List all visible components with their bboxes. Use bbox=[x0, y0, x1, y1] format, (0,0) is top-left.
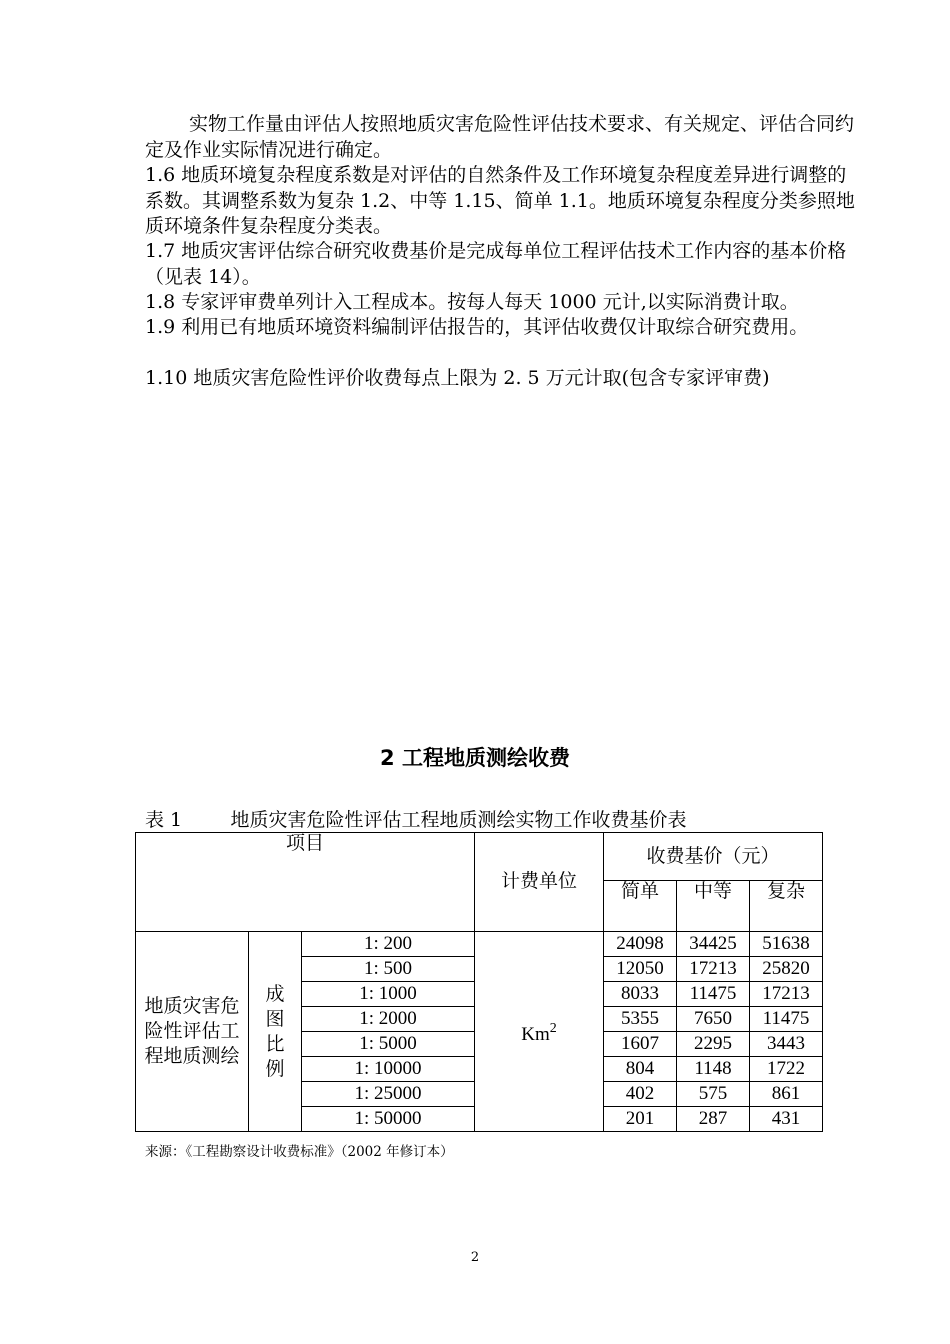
price-simple: 804 bbox=[604, 1057, 677, 1082]
unit-base: Km bbox=[521, 1023, 550, 1045]
scale-cell: 1: 50000 bbox=[302, 1107, 475, 1132]
subcategory-cell bbox=[249, 932, 302, 1132]
header-medium: 中等 bbox=[677, 881, 750, 932]
header-simple: 简单 bbox=[604, 881, 677, 932]
scale-cell: 1: 10000 bbox=[302, 1057, 475, 1082]
price-simple: 8033 bbox=[604, 982, 677, 1007]
paragraph-workload: 实物工作量由评估人按照地质灾害危险性评估技术要求、有关规定、评估合同约定及作业实际情况进行确定。 bbox=[145, 113, 855, 161]
price-medium: 287 bbox=[677, 1107, 750, 1132]
price-medium: 7650 bbox=[677, 1007, 750, 1032]
paragraph-1-7: 1.7 地质灾害评估综合研究收费基价是完成每单位工程评估技术工作内容的基本价格（见表 14）。 bbox=[145, 240, 847, 288]
price-simple: 5355 bbox=[604, 1007, 677, 1032]
category-label: 地质灾害危险性评估工程地质测绘 bbox=[144, 996, 240, 1067]
paragraph-1-9: 1.9 利用已有地质环境资料编制评估报告的，其评估收费仅计取综合研究费用。 bbox=[145, 316, 809, 338]
scale-cell: 1: 25000 bbox=[302, 1082, 475, 1107]
price-complex: 11475 bbox=[750, 1007, 823, 1032]
source-note: 来源：《工程勘察设计收费标准》（2002 年修订本） bbox=[145, 1144, 454, 1160]
section-heading: 2 工程地质测绘收费 bbox=[380, 746, 570, 770]
price-complex: 17213 bbox=[750, 982, 823, 1007]
table-caption: 表 1 地质灾害危险性评估工程地质测绘实物工作收费基价表 bbox=[145, 809, 687, 831]
paragraph-1-10: 1.10 地质灾害危险性评价收费每点上限为 2. 5 万元计取(包含专家评审费) bbox=[145, 367, 770, 389]
header-item: 项目 bbox=[136, 833, 475, 932]
price-complex: 3443 bbox=[750, 1032, 823, 1057]
price-complex: 25820 bbox=[750, 957, 823, 982]
page-number: 2 bbox=[470, 1250, 480, 1265]
price-complex: 51638 bbox=[750, 932, 823, 957]
scale-cell: 1: 5000 bbox=[302, 1032, 475, 1057]
price-simple: 1607 bbox=[604, 1032, 677, 1057]
subcategory-label: 成图比例 bbox=[265, 983, 285, 1080]
scale-cell: 1: 200 bbox=[302, 932, 475, 957]
price-complex: 431 bbox=[750, 1107, 823, 1132]
price-medium: 17213 bbox=[677, 957, 750, 982]
header-complex: 复杂 bbox=[750, 881, 823, 932]
unit-exponent: 2 bbox=[549, 1020, 557, 1036]
price-simple: 12050 bbox=[604, 957, 677, 982]
paragraph-1-6: 1.6 地质环境复杂程度系数是对评估的自然条件及工作环境复杂程度差异进行调整的系数。其调整系数为复杂 1.2、中等 1.15、简单 1.1。地质环境复杂程度分类参照地质环境条件复杂程度分类表。 bbox=[145, 164, 855, 237]
price-medium: 575 bbox=[677, 1082, 750, 1107]
unit-cell bbox=[475, 932, 604, 1132]
header-price: 收费基价（元） bbox=[604, 833, 823, 881]
fee-table bbox=[135, 832, 823, 1132]
price-simple: 402 bbox=[604, 1082, 677, 1107]
price-complex: 1722 bbox=[750, 1057, 823, 1082]
price-simple: 201 bbox=[604, 1107, 677, 1132]
header-unit: 计费单位 bbox=[475, 833, 604, 932]
price-medium: 2295 bbox=[677, 1032, 750, 1057]
price-medium: 1148 bbox=[677, 1057, 750, 1082]
category-cell bbox=[136, 932, 249, 1132]
price-medium: 34425 bbox=[677, 932, 750, 957]
scale-cell: 1: 2000 bbox=[302, 1007, 475, 1032]
paragraph-1-8: 1.8 专家评审费单列计入工程成本。按每人每天 1000 元计,以实际消费计取。 bbox=[145, 291, 799, 313]
price-medium: 11475 bbox=[677, 982, 750, 1007]
scale-cell: 1: 500 bbox=[302, 957, 475, 982]
price-simple: 24098 bbox=[604, 932, 677, 957]
price-complex: 861 bbox=[750, 1082, 823, 1107]
scale-cell: 1: 1000 bbox=[302, 982, 475, 1007]
